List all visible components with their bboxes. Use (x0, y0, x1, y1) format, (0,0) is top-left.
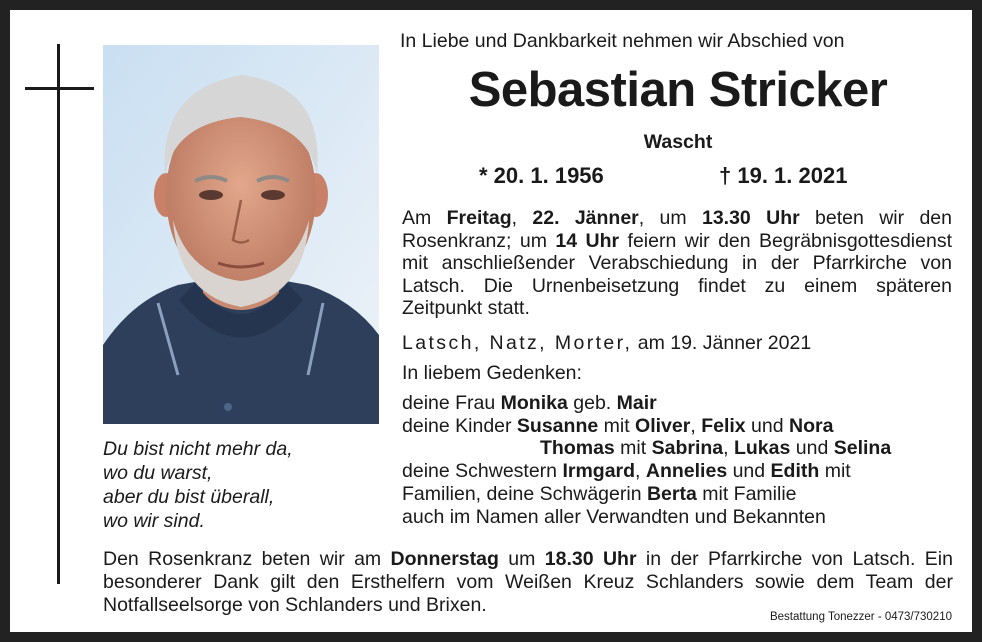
poem (103, 437, 293, 533)
poem-line: Du bist nicht mehr da, (103, 438, 293, 460)
family-list (402, 392, 956, 528)
footer-text: Den Rosenkranz beten wir am Donnerstag um 18.30 Uhr in der Pfarrkirche von Latsch. Ein besonderer Dank gilt den Ersthelfern vom Weißen Kreuz Schlanders sowie dem Team der Notfallseelsorge von Schlanders und Brixen. (103, 548, 953, 616)
family-row-closing: auch im Namen aller Verwandten und Bekannten (402, 505, 826, 528)
funeral-service-text: Am Freitag, 22. Jänner, um 13.30 Uhr beten wir den Rosenkranz; um 14 Uhr feiern wir den Begräbnisgottesdienst mit anschließender Verabschiedung in der Pfarrkirche von Latsch. Die Urnenbeisetzung findet zu einem späteren Zeitpunkt statt. (402, 207, 952, 319)
family-row-wife: deine Frau Monika geb. Mair (402, 392, 657, 414)
nickname: Wascht (643, 131, 713, 153)
family-row-children: deine Kinder Susanne mit Oliver, Felix und Nora (402, 414, 834, 437)
memory-heading: In liebem Gedenken: (402, 362, 582, 384)
death-date: † 19. 1. 2021 (719, 163, 848, 188)
family-row-children-2: Thomas mit Sabrina, Lukas und Selina (540, 437, 892, 460)
portrait-photo (103, 45, 379, 424)
poem-line: wo du warst, (103, 462, 213, 484)
birth-date: * 20. 1. 1956 (479, 163, 604, 188)
deceased-name: Sebastian Stricker (468, 63, 888, 117)
poem-line: aber du bist überall, (103, 486, 275, 508)
family-row-inlaw: Familien, deine Schwägerin Berta mit Familie (402, 482, 797, 505)
funeral-home-credit: Bestattung Tonezzer - 0473/730210 (769, 611, 952, 623)
cross-vertical-bar (57, 44, 60, 584)
place-and-date: Latsch, Natz, Morter, am 19. Jänner 2021 (402, 332, 812, 354)
poem-line: wo wir sind. (103, 510, 205, 532)
intro-text: In Liebe und Dankbarkeit nehmen wir Abschied von (400, 30, 845, 52)
family-row-sisters: deine Schwestern Irmgard, Annelies und Edith mit (402, 460, 851, 483)
cross-horizontal-bar (25, 87, 94, 90)
